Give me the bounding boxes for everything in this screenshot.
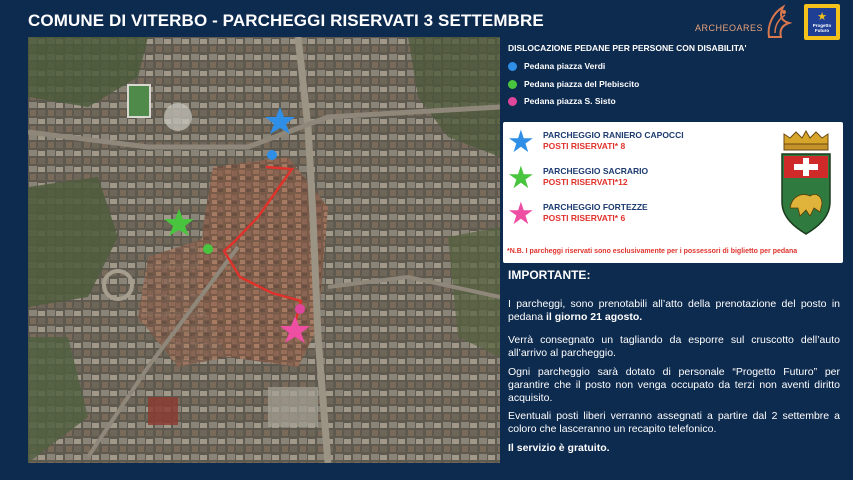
parking-name: PARCHEGGIO RANIERO CAPOCCI — [543, 130, 684, 140]
legend-item-sisto — [508, 96, 616, 106]
legend-label: Pedana piazza del Plebiscito — [524, 79, 640, 89]
aerial-map[interactable] — [28, 37, 500, 463]
badge-text-1: Progetto — [812, 22, 832, 28]
legend-title: DISLOCAZIONE PEDANE PER PERSONE CON DISABILITA' — [508, 43, 747, 53]
legend-label: Pedana piazza Verdi — [524, 61, 606, 71]
pedana-verdi-marker — [267, 150, 277, 160]
parking-row-sacrario — [503, 162, 783, 194]
blue-star-icon: ★ — [507, 124, 535, 159]
parking-name: PARCHEGGIO FORTEZZE — [543, 202, 648, 212]
parking-panel — [503, 122, 843, 263]
parking-posti: POSTI RISERVATI* 6 — [543, 213, 626, 223]
info-paragraph-1-text: I parcheggi, sono prenotabili all’atto della prenotazione del posto in pedana — [508, 298, 840, 323]
archeoares-logo-icon — [763, 3, 795, 41]
green-dot-icon — [508, 80, 517, 89]
legend-label: Pedana piazza S. Sisto — [524, 96, 616, 106]
badge-text-2: Futuro — [814, 27, 830, 33]
parking-name: PARCHEGGIO SACRARIO — [543, 166, 649, 176]
pink-star-icon: ★ — [507, 196, 535, 231]
viterbo-coat-of-arms-icon — [776, 130, 836, 238]
pedana-sisto-marker — [295, 304, 305, 314]
legend-item-verdi — [508, 61, 605, 71]
info-paragraph-5: Il servizio è gratuito. — [508, 442, 610, 454]
info-paragraph-3: Ogni parcheggio sarà dotato di personale “Progetto Futuro” per garantire che il posto non venga occupato da terzi non aventi diritto acquisito. — [508, 366, 840, 404]
parking-row-capocci — [503, 126, 783, 158]
parking-row-fortezze — [503, 198, 783, 230]
pink-dot-icon — [508, 97, 517, 106]
green-star-icon: ★ — [507, 160, 535, 195]
info-paragraph-2: Verrà consegnato un tagliando da esporre sul cruscotto dell’auto all’arrivo al parcheggio. — [508, 334, 840, 359]
legend-item-plebiscito — [508, 79, 639, 89]
pedana-plebiscito-marker — [203, 244, 213, 254]
info-paragraph-4: Eventuali posti liberi verranno assegnati a partire dal 2 settembre a coloro che lasceranno un recapito telefonico. — [508, 410, 840, 435]
info-date-bold: il giorno 21 agosto. — [545, 311, 643, 323]
important-heading: IMPORTANTE: — [508, 268, 591, 282]
info-paragraph-1 — [508, 298, 840, 324]
parking-note: *N.B. I parcheggi riservati sono esclusivamente per i possessori di biglietto per pedana — [507, 248, 798, 255]
map-canvas — [28, 37, 500, 463]
page-title: COMUNE DI VITERBO - PARCHEGGI RISERVATI 3 SETTEMBRE — [28, 11, 544, 30]
blue-dot-icon — [508, 62, 517, 71]
parking-posti: POSTI RISERVATI* 8 — [543, 141, 626, 151]
parking-posti: POSTI RISERVATI*12 — [543, 177, 628, 187]
star-icon: ★ — [817, 10, 827, 23]
progetto-futuro-logo — [804, 4, 840, 40]
archeoares-logo-text: ARCHEOARES — [695, 23, 764, 33]
